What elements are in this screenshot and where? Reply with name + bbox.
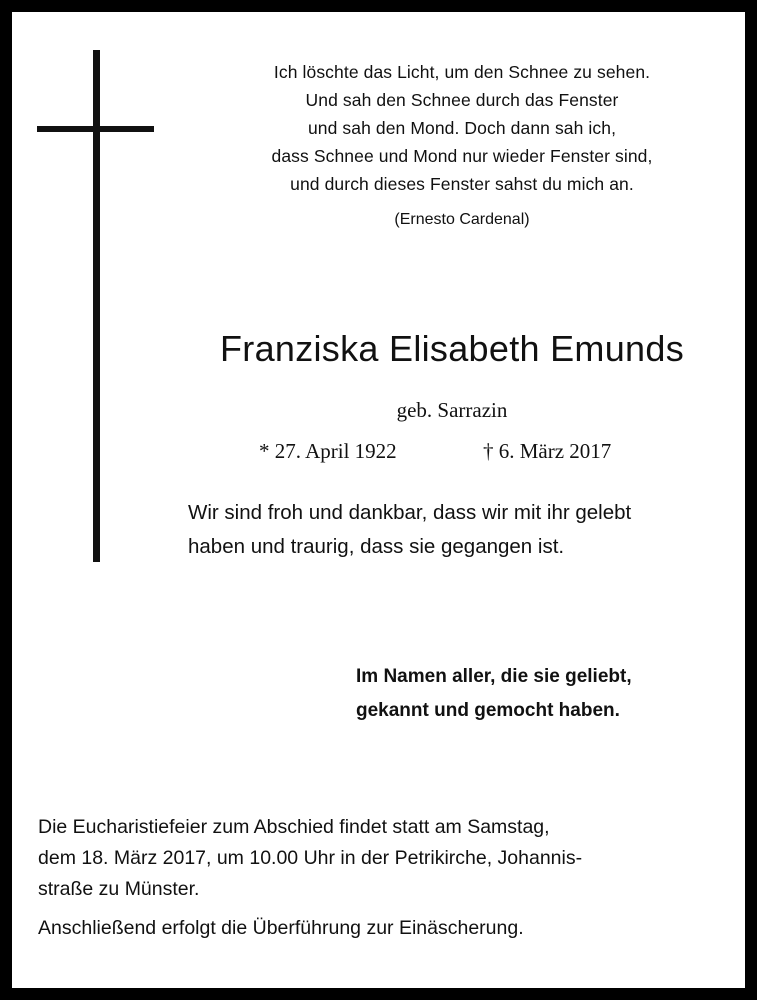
poem-line: Ich löschte das Licht, um den Schnee zu sehen.	[273, 62, 651, 82]
poem-line: und sah den Mond. Doch dann sah ich,	[307, 118, 617, 138]
ceremony-line: straße zu Münster.	[38, 878, 200, 900]
signature-line: gekannt und gemocht haben.	[356, 700, 620, 721]
gratitude-text	[188, 496, 738, 564]
birth-name: geb. Sarrazin	[396, 398, 508, 422]
signature	[356, 660, 736, 728]
cross-horizontal-beam	[37, 126, 154, 132]
birth-date: * 27. April 1922	[259, 439, 397, 463]
deceased-name: Franziska Elisabeth Emunds	[219, 328, 684, 369]
ceremony-line: Die Eucharistiefeier zum Abschied findet statt am Samstag,	[38, 816, 550, 838]
transfer-note: Anschließend erfolgt die Überführung zur Einäscherung.	[38, 917, 524, 939]
gratitude-line: haben und traurig, dass sie gegangen ist.	[188, 535, 565, 558]
poem-line: und durch dieses Fenster sahst du mich an.	[290, 174, 634, 194]
ceremony-info	[38, 812, 738, 944]
ceremony-line: dem 18. März 2017, um 10.00 Uhr in der Petrikirche, Johannis-	[38, 847, 583, 869]
poem	[192, 58, 732, 198]
death-date: † 6. März 2017	[483, 439, 612, 463]
poem-author: (Ernesto Cardenal)	[394, 211, 530, 228]
gratitude-line: Wir sind froh und dankbar, dass wir mit ihr gelebt	[188, 501, 632, 524]
signature-line: Im Namen aller, die sie geliebt,	[356, 666, 632, 687]
poem-line: Und sah den Schnee durch das Fenster	[305, 90, 619, 110]
poem-line: dass Schnee und Mond nur wieder Fenster sind,	[271, 146, 653, 166]
obituary-card	[12, 12, 745, 988]
